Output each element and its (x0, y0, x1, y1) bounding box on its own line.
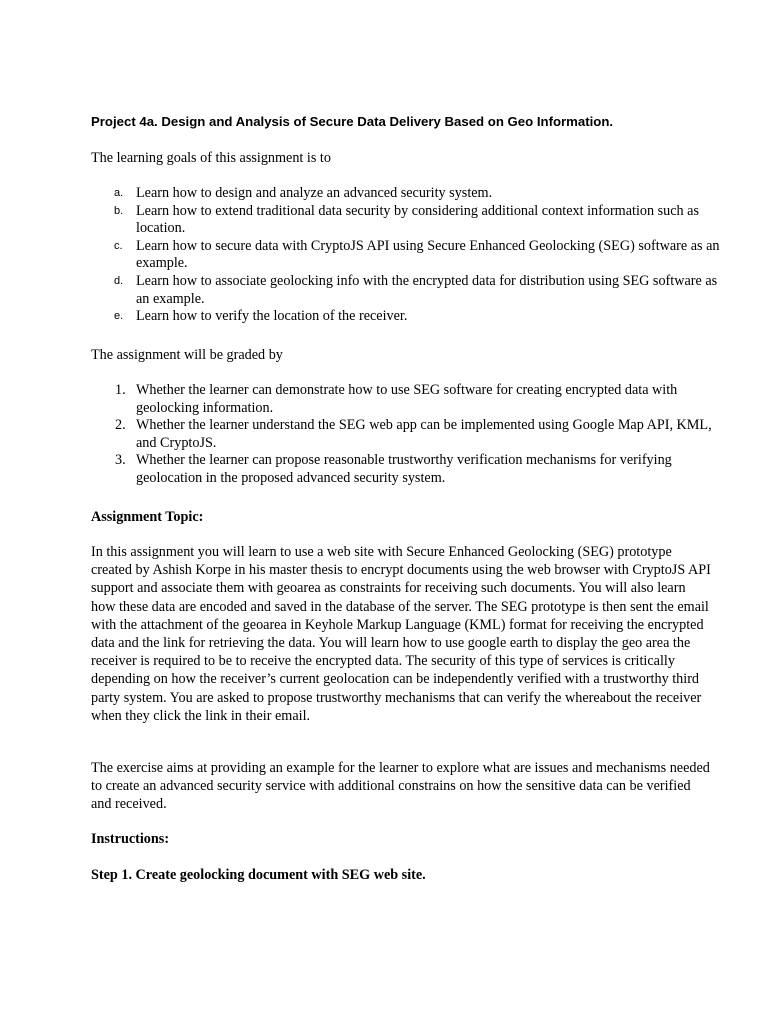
exercise-paragraph: The exercise aims at providing an example for the learner to explore what are issues and mechanisms needed to create an advanced security service with additional constrains on how the sensitive data can be verified and received. (91, 760, 710, 813)
assignment-topic-heading: Assignment Topic: (91, 509, 204, 525)
goal-text: Learn how to extend traditional data security by considering additional context information such as location. (136, 202, 700, 237)
list-marker: 2. (115, 417, 126, 434)
goal-item (91, 273, 721, 308)
criterion-text: Whether the learner can demonstrate how to use SEG software for creating encrypted data with geolocking information. (136, 382, 678, 416)
step-1-heading: Step 1. Create geolocking document with SEG web site. (91, 867, 426, 883)
criterion-item (91, 452, 721, 487)
document-title: Project 4a. Design and Analysis of Secure Data Delivery Based on Geo Information. (91, 114, 614, 129)
topic-paragraph: In this assignment you will learn to use a web site with Secure Enhanced Geolocking (SEG) prototype created by Ashish Korpe in his master thesis to encrypt documents using the web browser with CryptoJS API support and associate them with geoarea as constraints for receiving such documents. You will also learn how these data are encoded and saved in the database of the server. The SEG prototype is then sent the email with the attachment of the geoarea in Keyhole Markup Language (KML) format for receiving the encrypted data and the link for retrieving the data. You will learn how to use google earth to display the geo area the receiver is required to be to receive the encrypted data. The security of this type of services is critically depending on how the receiver’s current geolocation can be independently verified with a trustworthy third party system. You are asked to propose trustworthy mechanisms that can verify the whereabout the receiver when they click the link in their email. (91, 544, 711, 724)
goal-text: Learn how to secure data with CryptoJS API using Secure Enhanced Geolocking (SEG) software as an example. (136, 237, 720, 272)
grading-criteria-list (91, 382, 721, 488)
goals-list (91, 185, 721, 326)
goal-text: Learn how to associate geolocking info with the encrypted data for distribution using SEG software as an example. (136, 272, 718, 307)
criterion-item (91, 417, 721, 452)
instructions-heading: Instructions: (91, 831, 170, 847)
goal-text: Learn how to verify the location of the receiver. (136, 308, 408, 325)
goal-text: Learn how to design and analyze an advanced security system. (136, 185, 493, 201)
list-marker: d. (114, 274, 124, 287)
criterion-item (91, 382, 721, 417)
goal-item (91, 308, 721, 326)
goals-intro: The learning goals of this assignment is to (91, 150, 331, 166)
criterion-text: Whether the learner can propose reasonable trustworthy verification mechanisms for verifying geolocation in the proposed advanced security system. (136, 452, 672, 486)
list-marker: 3. (115, 452, 126, 469)
list-marker: c. (114, 239, 123, 252)
goal-item (91, 238, 721, 273)
list-marker: a. (114, 187, 124, 199)
goal-item (91, 203, 721, 238)
criterion-text: Whether the learner understand the SEG web app can be implemented using Google Map API, KML, and CryptoJS. (136, 417, 712, 451)
goal-item (91, 185, 721, 203)
list-marker: b. (114, 204, 124, 217)
list-marker: e. (114, 310, 124, 323)
list-marker: 1. (115, 382, 126, 398)
graded-intro: The assignment will be graded by (91, 347, 283, 363)
